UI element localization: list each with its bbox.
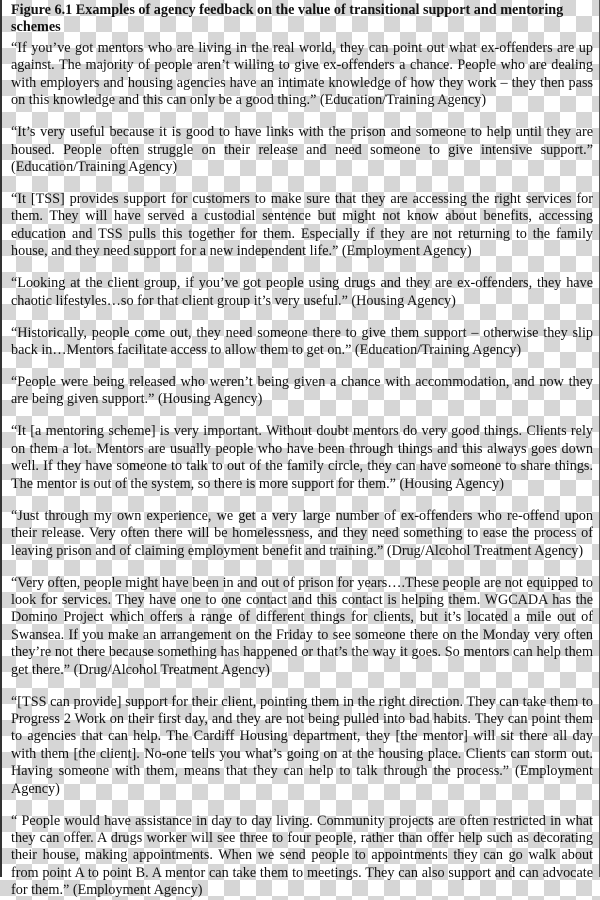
quote-paragraph: “Looking at the client group, if you’ve got people using drugs and they are ex-offenders, they have chaotic lifestyles…so for that client group it’s very useful.” (Housing Agency): [11, 275, 593, 309]
quote-paragraph: “It [TSS] provides support for customers to make sure that they are accessing the right services for them. They will have served a custodial sentence but might not know about benefits, accessing education and TSS pulls this together for them. Especially if they are not returning to the family house, and they need support for a new independent life.” (Employment Agency): [11, 191, 593, 260]
quote-paragraph: “It [a mentoring scheme] is very important. Without doubt mentors do very good things. Clients rely on them a lot. Mentors are usually people who have been through things and this always goes down well. If they have someone to talk to out of the family circle, they can have someone to share things. The mentor is out of the system, so there is more support for them.” (Housing Agency): [11, 423, 593, 492]
quote-paragraph: “ People would have assistance in day to day living. Community projects are often restricted in what they can offer. A drugs worker will see three to four people, rather than offer help such as decorating their house, making appointments. When we send people to appointments they can go walk about from point A to point B. A mentor can take them to meetings. They can also support and can advocate for them.” (Employment Agency): [11, 812, 593, 899]
figure-title: Figure 6.1 Examples of agency feedback on the value of transitional support and mentoring schemes: [11, 2, 564, 35]
quote-paragraph: “If you’ve got mentors who are living in the real world, they can point out what ex-offenders are up against. The majority of people aren’t willing to give ex-offenders a chance. People who are dealing with employers and housing agencies have an intimate knowledge of how they work – they then pass on this knowledge and this can only be a good thing.” (Education/Training Agency): [11, 40, 593, 109]
quote-paragraph: “It’s very useful because it is good to have links with the prison and someone to help until they are housed. People often struggle on their release and need someone to give intensive support.” (Education/Training Agency): [11, 124, 593, 176]
quote-paragraph: “Very often, people might have been in and out of prison for years….These people are not equipped to look for services. They have one to one contact and this contact is helping them. WGCADA has the Domino Project which offers a range of different things for clients, but it’s located a mile out of Swansea. If you make an arrangement on the Friday to see someone there on the Monday very often they’re not there because something has happened or that’s the way it goes. So mentors can help them get there.” (Drug/Alcohol Treatment Agency): [11, 574, 593, 678]
quote-paragraph: “People were being released who weren’t being given a chance with accommodation, and now they are being given support.” (Housing Agency): [11, 374, 593, 408]
quote-paragraph: “Historically, people come out, they need someone there to give them support – otherwise they slip back in…Mentors facilitate access to allow them to get on.” (Education/Training Agency): [11, 324, 593, 359]
quote-paragraph: “Just through my own experience, we get a very large number of ex-offenders who re-offend upon their release. Very often there will be homelessness, and they need something to ease the process of leaving prison and of claiming employment benefit and training.” (Drug/Alcohol Treatment Agency): [11, 507, 593, 559]
quote-paragraph: “[TSS can provide] support for their client, pointing them in the right direction. They can take them to Progress 2 Work on their first day, and they are not being pulled into bad habits. They can point them to agencies that can help. The Cardiff Housing department, they [the mentor] will sit there all day with them [the client]. No-one tells you what’s going on at the housing place. Clients can storm out. Having someone with them, means that they can help to talk through the process.” (Employment Agency): [11, 693, 593, 797]
